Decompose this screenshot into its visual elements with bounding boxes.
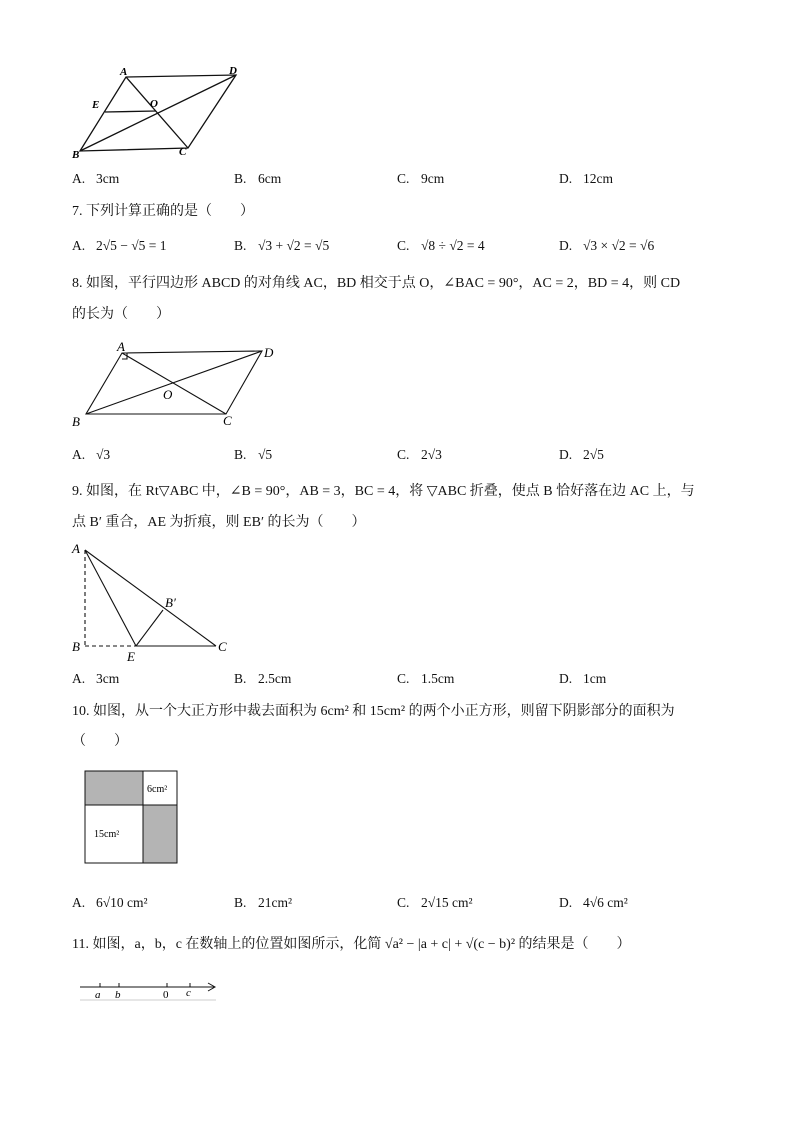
axis-label-b: b [115, 989, 121, 1001]
fig8-label-b: B [72, 414, 80, 429]
q8-stem-line2: 的长为（ ） [72, 307, 170, 322]
q10-options [72, 895, 722, 917]
q9-options [72, 671, 722, 693]
q10-stem-line1: 10. 如图，从一个大正方形中裁去面积为 6cm² 和 15cm² 的两个小正方形，则留下阴影部分的面积为 [72, 704, 675, 719]
fig6-label-c: C [179, 146, 187, 158]
q7-stem: 7. 下列计算正确的是（ ） [72, 204, 254, 219]
fig8-label-d: D [264, 345, 274, 360]
q8-option-c[interactable]: C. 2√3 [397, 447, 442, 462]
axis-label-0: 0 [163, 989, 169, 1001]
q8-option-b[interactable]: B. √5 [234, 447, 273, 462]
fig10-label-15: 15cm² [94, 829, 120, 840]
fig9-label-e: E [127, 649, 135, 664]
fig9-label-c: C [218, 639, 227, 654]
q8-option-a[interactable]: A. √3 [72, 447, 111, 462]
fig9-label-b-prime: B′ [165, 595, 176, 610]
q10-figure [82, 768, 182, 866]
q7-option-b[interactable]: B. √3 + √2 = √5 [234, 238, 330, 253]
q6-option-c[interactable]: C. 9cm [397, 171, 445, 186]
q8-option-d[interactable]: D. 2√5 [559, 447, 604, 462]
fig6-label-d: D [229, 65, 237, 77]
q8-stem-line1: 8. 如图，平行四边形 ABCD 的对角线 AC，BD 相交于点 O，∠BAC = 90°，AC = 2，BD = 4，则 CD [72, 276, 681, 291]
fig10-label-6: 6cm² [147, 784, 168, 795]
q9-stem-line1: 9. 如图，在 Rt▽ABC 中，∠B = 90°，AB = 3，BC = 4，将 ▽ABC 折叠，使点 B 恰好落在边 AC 上，与 [72, 484, 695, 499]
fig6-label-e: E [92, 99, 100, 111]
q8-options [72, 447, 722, 469]
fig6-label-b: B [72, 149, 80, 161]
q10-option-c[interactable]: C. 2√15 cm² [397, 895, 473, 910]
q6-option-b[interactable]: B. 6cm [234, 171, 282, 186]
q9-figure [68, 540, 238, 665]
q9-option-d[interactable]: D. 1cm [559, 671, 607, 686]
q9-option-a[interactable]: A. 3cm [72, 671, 120, 686]
fig6-label-a: A [120, 66, 128, 78]
q6-option-a[interactable]: A. 3cm [72, 171, 120, 186]
q7-option-c[interactable]: C. √8 ÷ √2 = 4 [397, 238, 485, 253]
q9-option-c[interactable]: C. 1.5cm [397, 671, 455, 686]
q11-number-line [76, 976, 226, 1004]
fig9-label-b: B [72, 639, 80, 654]
fig6-label-o: O [150, 98, 158, 110]
q10-option-a[interactable]: A. 6√10 cm² [72, 895, 148, 910]
q11-stem: 11. 如图，a，b，c 在数轴上的位置如图所示，化简 √a² − |a + c| + √(c − b)² 的结果是（ ） [72, 937, 631, 952]
fig8-label-a: A [117, 339, 125, 354]
q7-options [72, 238, 722, 260]
q7-option-d[interactable]: D. √3 × √2 = √6 [559, 238, 655, 253]
q10-stem-line2: （ ） [72, 734, 128, 749]
q9-stem-line2: 点 B′ 重合，AE 为折痕，则 EB′ 的长为（ ） [72, 515, 366, 530]
q10-option-d[interactable]: D. 4√6 cm² [559, 895, 628, 910]
fig8-label-o: O [163, 387, 173, 402]
q9-option-b[interactable]: B. 2.5cm [234, 671, 292, 686]
q7-option-a[interactable]: A. 2√5 − √5 = 1 [72, 238, 167, 253]
axis-label-c: c [186, 987, 191, 999]
q8-figure [68, 338, 288, 430]
q6-figure [70, 62, 250, 162]
q6-options [72, 171, 722, 193]
fig8-label-c: C [223, 413, 232, 428]
fig9-label-a: A [72, 541, 80, 556]
q10-option-b[interactable]: B. 21cm² [234, 895, 293, 910]
q6-option-d[interactable]: D. 12cm [559, 171, 613, 186]
axis-label-a: a [95, 989, 101, 1001]
